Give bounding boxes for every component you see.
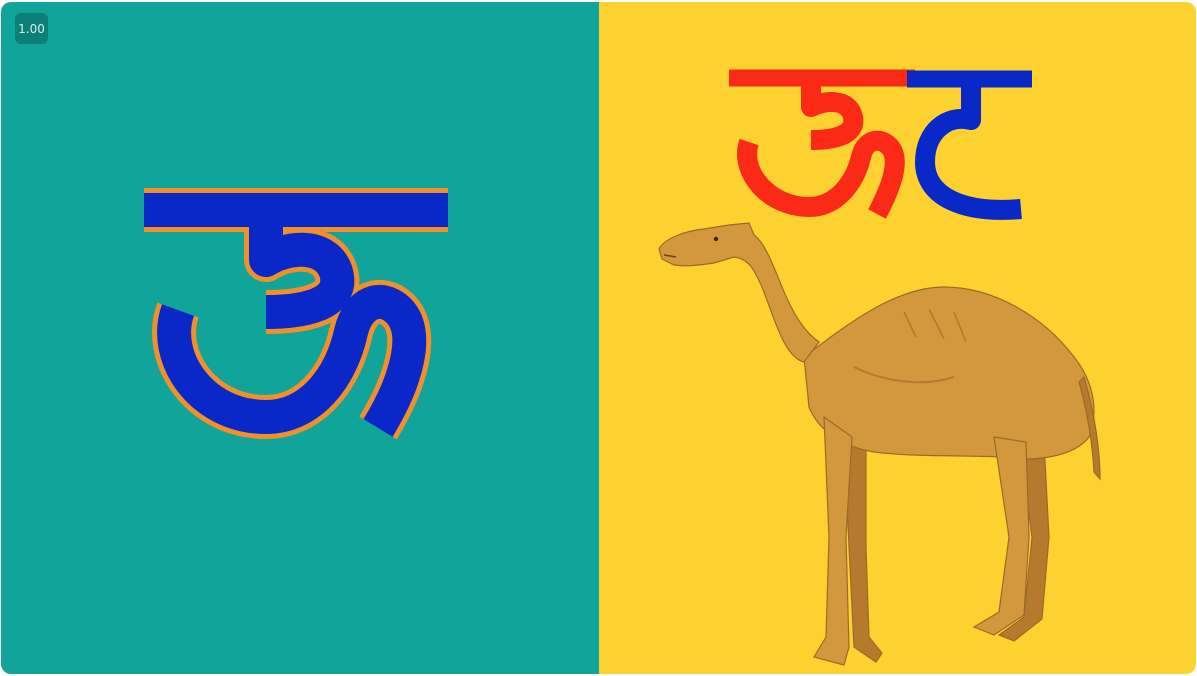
word-title: [729, 62, 1049, 232]
camel-icon: [654, 217, 1114, 672]
picture-panel: [599, 2, 1196, 674]
video-stage[interactable]: [1, 2, 1196, 674]
word-part-blue: [907, 79, 1032, 210]
letter-panel: [1, 2, 599, 674]
word-part-red: [729, 78, 915, 214]
big-letter: [136, 182, 466, 452]
playback-speed-badge[interactable]: 1.00: [15, 13, 48, 44]
